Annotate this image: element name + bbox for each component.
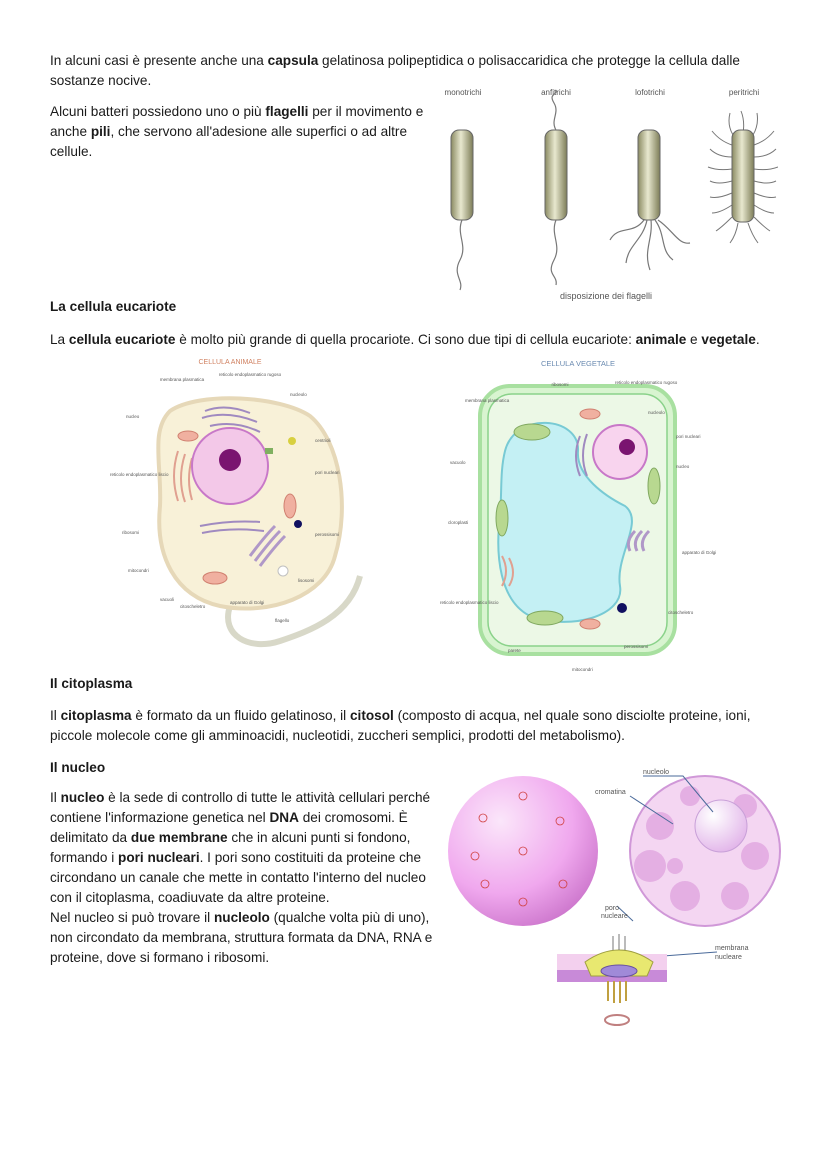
nucleus-sphere	[448, 776, 598, 926]
svg-text:parete: parete	[508, 648, 521, 653]
amphitrichous-bacterium	[545, 90, 567, 285]
flagella-paragraph: Alcuni batteri possiedono uno o più flagelli per il movimento e anche pili, che servono all'adesione alle superfici o ad altre cellule.	[50, 104, 424, 159]
svg-text:nucleo: nucleo	[126, 414, 140, 419]
animal-nucleolus	[219, 449, 241, 471]
svg-text:citoscheletro: citoscheletro	[668, 610, 694, 615]
label-lofotrichi: lofotrichi	[635, 88, 665, 97]
poro-label-2: nucleare	[601, 913, 628, 920]
svg-text:membrana plasmatica: membrana plasmatica	[465, 398, 510, 403]
cytoplasm-heading: Il citoplasma	[50, 676, 133, 691]
svg-text:reticolo endoplasmatico liscio: reticolo endoplasmatico liscio	[440, 600, 499, 605]
svg-text:reticolo endoplasmatico rugoso: reticolo endoplasmatico rugoso	[615, 380, 678, 385]
nucleolo-label: nucleolo	[643, 769, 670, 776]
svg-text:ribosomi: ribosomi	[122, 530, 140, 535]
membrana-label-1: membrana	[715, 945, 749, 952]
plant-cell-title: CELLULA VEGETALE	[540, 359, 616, 368]
svg-text:nucleolo: nucleolo	[290, 392, 307, 397]
animal-cell-membrane	[158, 398, 342, 608]
svg-text:nucleolo: nucleolo	[648, 410, 665, 415]
animal-cell-title: CELLULA ANIMALE	[198, 359, 262, 366]
nucleus-paragraph: Il nucleo è la sede di controllo di tutte le attività cellulari perché contiene l'informazione genetica nel DNA dei cromosomi. È delimitato da due membrane che in alcuni punti si fondono, formando i pori nucleari. I pori sono costituiti da proteine che circondano un canale che mette in contatto l'interno del nucleo con il citoplasma, coadiuvate da altre proteine. Nel nucleo si può trovare il nucleolo (qualche volta più di uno), non circondato da membrana, struttura formata da DNA, RNA e proteine, dove si formano i ribosomi.	[50, 790, 433, 965]
eukaryote-paragraph: La cellula eucariote è molto più grande di quella procariote. Ci sono due tipi di cellula eucariote: animale e vegetale.	[50, 332, 760, 347]
flagella-caption: disposizione dei flagelli	[559, 291, 653, 301]
label-peritrichi: peritrichi	[728, 88, 760, 97]
svg-text:cloroplasti: cloroplasti	[448, 520, 469, 525]
plant-cell-figure	[430, 356, 720, 676]
svg-text:lisosomi: lisosomi	[298, 578, 315, 583]
svg-text:mitocondri: mitocondri	[572, 667, 593, 672]
svg-text:vacuolo: vacuolo	[450, 460, 466, 465]
animal-cell-figure	[110, 356, 380, 656]
svg-text:reticolo endoplasmatico liscio: reticolo endoplasmatico liscio	[110, 472, 169, 477]
cytoplasm-paragraph: Il citoplasma è formato da un fluido gelatinoso, il citosol (composto di acqua, nel quale sono disciolte proteine, ioni, piccole molecole come gli amminoacidi, nucleotidi, zuccheri semplici, prodotti del metabolismo).	[50, 708, 751, 743]
svg-text:apparato di Golgi: apparato di Golgi	[682, 550, 717, 555]
svg-text:pori nucleari: pori nucleari	[676, 434, 701, 439]
svg-text:pori nucleari: pori nucleari	[315, 470, 340, 475]
label-anfitrichi: anfitrichi	[541, 88, 571, 97]
peritrichous-bacterium	[708, 111, 778, 243]
cromatina-label: cromatina	[595, 789, 626, 796]
nucleolus-sphere	[695, 800, 747, 852]
plant-nucleolus	[619, 439, 635, 455]
eukaryote-heading: La cellula eucariote	[50, 299, 177, 314]
svg-text:perossisomi: perossisomi	[315, 532, 340, 537]
svg-text:mitocondri: mitocondri	[128, 568, 149, 573]
svg-text:vacuoli: vacuoli	[160, 597, 175, 602]
membrana-label-2: nucleare	[715, 954, 742, 961]
lophotrichous-bacterium	[610, 130, 690, 270]
svg-text:centrioli: centrioli	[315, 438, 331, 443]
flagella-arrangement-figure	[438, 85, 778, 305]
svg-text:perossisomi: perossisomi	[624, 644, 649, 649]
svg-text:nucleo: nucleo	[676, 464, 690, 469]
poro-label-1: poro	[605, 905, 620, 912]
capsule-paragraph: In alcuni casi è presente anche una capsula gelatinosa polipeptidica o polisaccaridica che protegge la cellula dalle sostanze nocive.	[50, 53, 740, 88]
svg-text:apparato di Golgi: apparato di Golgi	[230, 600, 265, 605]
nuclear-pore-detail	[557, 934, 667, 1025]
svg-text:citoscheletro: citoscheletro	[180, 604, 206, 609]
label-monotrichi: monotrichi	[444, 88, 482, 97]
nucleus-heading: Il nucleo	[50, 760, 106, 775]
monotrichous-bacterium	[451, 130, 473, 290]
svg-text:flagello: flagello	[275, 618, 290, 623]
nucleus-figure	[445, 766, 785, 1036]
svg-text:membrana plasmatica: membrana plasmatica	[159, 377, 205, 382]
svg-text:reticolo endoplasmatico rugoso: reticolo endoplasmatico rugoso	[218, 372, 282, 377]
plant-nucleus	[593, 425, 647, 479]
svg-text:ribosomi: ribosomi	[551, 382, 569, 387]
